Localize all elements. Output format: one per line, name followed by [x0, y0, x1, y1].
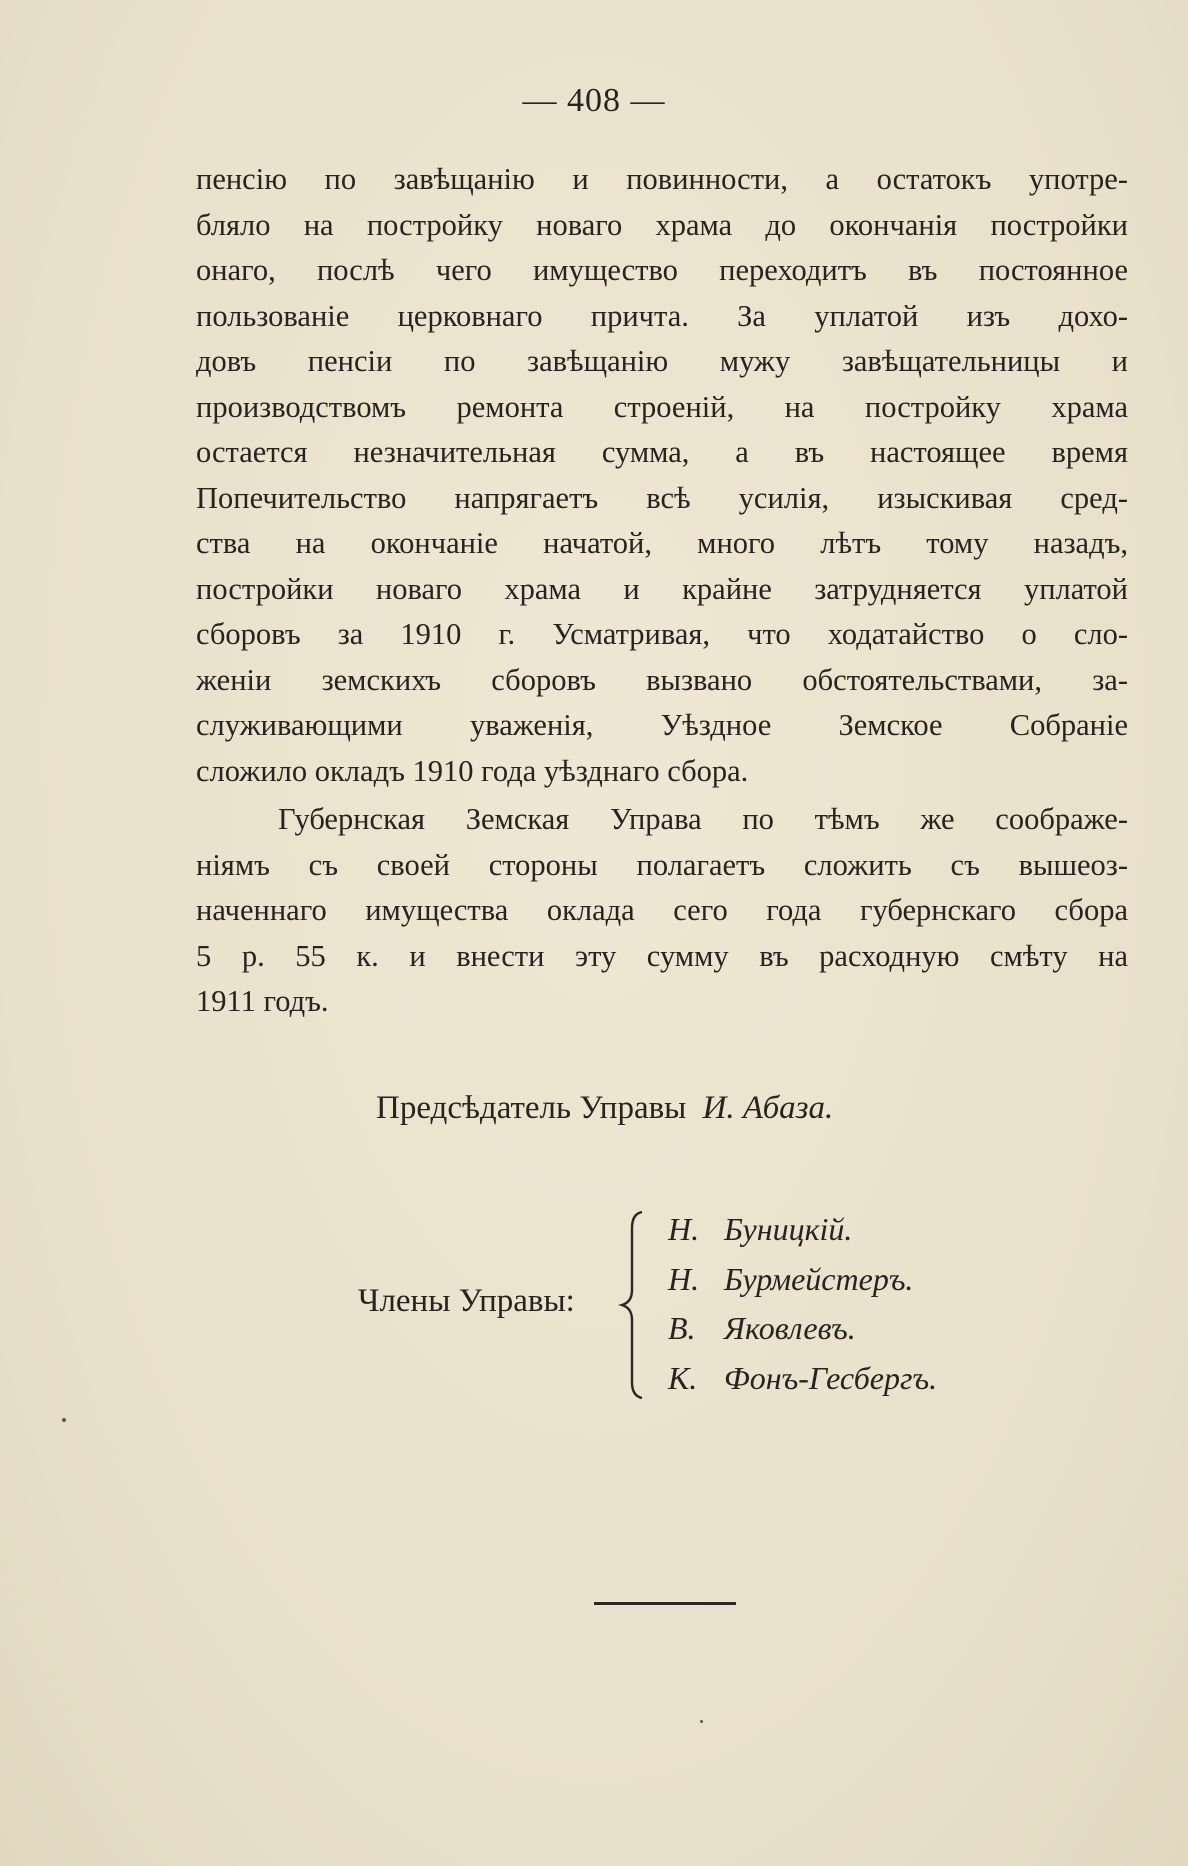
text-line: Попечительство напрягаетъ всѣ усилія, изыскивая сред- — [196, 480, 1128, 515]
text-line: сборовъ за 1910 г. Усматривая, что ходатайство о сло- — [196, 617, 1128, 651]
member-surname: Бурмейстеръ. — [724, 1260, 914, 1297]
closing-divider — [594, 1602, 736, 1605]
member-surname: Буницкій. — [724, 1211, 853, 1247]
text-line: постройки новаго храма и крайне затрудняется уплатой — [196, 571, 1128, 606]
member-signature — [668, 1205, 937, 1255]
paper-speck — [700, 1720, 703, 1723]
text-line: пользованіе церковнаго причта. За уплатой изъ дохо- — [196, 298, 1128, 333]
member-initial: Н. — [668, 1260, 700, 1297]
text-line: Губернская Земская Управа по тѣмъ же соображе- — [278, 802, 1128, 836]
member-initial: Н. — [668, 1211, 700, 1247]
text-line: наченнаго имущества оклада сего года губернскаго сбора — [196, 893, 1128, 927]
member-initial: К. — [668, 1359, 698, 1396]
paper-speck — [62, 1418, 66, 1422]
text-line: ніямъ съ своей стороны полагаетъ сложить съ вышеоз- — [196, 847, 1128, 882]
chairman-title: Предсѣдатель Управы — [376, 1090, 687, 1126]
text-line: бляло на постройку новаго храма до окончанія постройки — [196, 207, 1128, 242]
text-line: женіи земскихъ сборовъ вызвано обстоятельствами, за- — [196, 662, 1128, 697]
page-number: — 408 — — [522, 82, 666, 119]
member-surname: Яковлевъ. — [724, 1310, 856, 1346]
member-signature — [668, 1255, 937, 1305]
text-line: остается незначительная сумма, а въ настоящее время — [196, 435, 1128, 469]
text-line: 1911 годъ. — [196, 984, 329, 1018]
curly-brace-icon — [618, 1210, 648, 1400]
text-line: сложило окладъ 1910 года уѣзднаго сбора. — [196, 753, 749, 788]
chairman-name: И. Абаза. — [702, 1090, 834, 1126]
paragraph-1 — [196, 157, 1128, 794]
text-line: 5 р. 55 к. и внести эту сумму въ расходную смѣту на — [196, 938, 1128, 973]
text-line: пенсію по завѣщанію и повинности, а остатокъ употре- — [196, 162, 1128, 196]
text-line: служивающими уваженія, Уѣздное Земское Собраніе — [196, 708, 1128, 742]
chairman-signature — [376, 1090, 833, 1127]
member-signature — [668, 1354, 937, 1404]
text-line: производствомъ ремонта строеній, на постройку храма — [196, 389, 1128, 424]
member-initial: В. — [668, 1310, 696, 1346]
members-label: Члены Управы: — [358, 1283, 575, 1319]
member-signature — [668, 1304, 937, 1354]
paragraph-2 — [196, 797, 1128, 1025]
text-line: довъ пенсіи по завѣщанію мужу завѣщательницы и — [196, 344, 1128, 378]
text-line: ства на окончаніе начатой, много лѣтъ тому назадъ, — [196, 526, 1128, 560]
member-surname: Фонъ-Гесбергъ. — [724, 1359, 938, 1396]
text-line: онаго, послѣ чего имущество переходитъ въ постоянное — [196, 253, 1128, 287]
members-list — [668, 1205, 937, 1403]
